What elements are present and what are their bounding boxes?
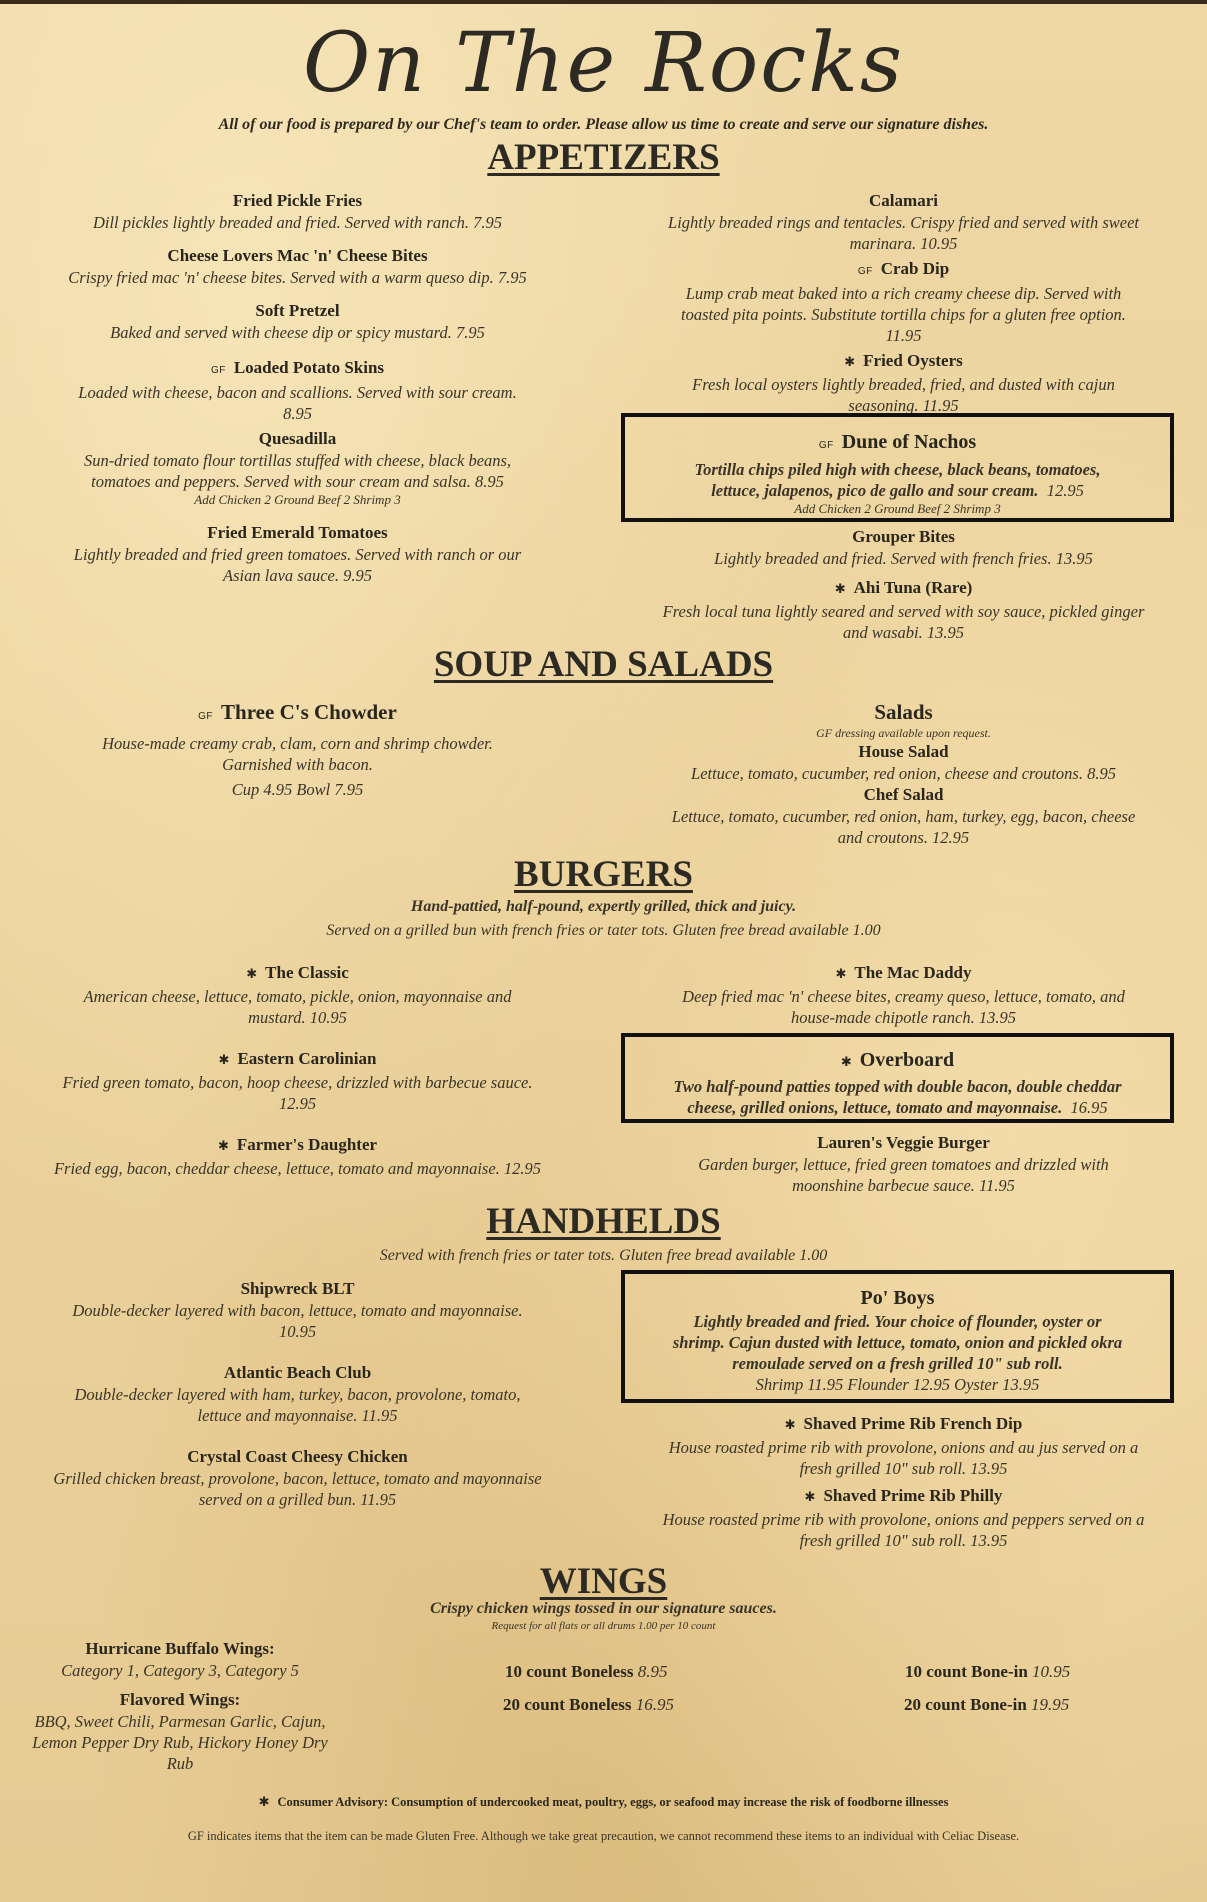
item-desc: Lemon Pepper Dry Rub, Hickory Honey Dry <box>32 1733 328 1752</box>
gluten-free-badge: GF <box>210 365 226 376</box>
item-desc: House roasted prime rib with provolone, onions and peppers served on a <box>662 1510 1145 1529</box>
menu-item <box>20 1048 575 1114</box>
featured-box-po-boys <box>621 1270 1174 1403</box>
item-name: ✱ Fried Oysters <box>844 351 963 370</box>
item-desc: lettuce and mayonnaise. 11.95 <box>197 1406 398 1425</box>
item-desc: Dill pickles lightly breaded and fried. Served with ranch. 7.95 <box>92 213 503 232</box>
item-desc: Category 1, Category 3, Category 5 <box>61 1661 299 1680</box>
wing-price-10-bone-in: 10 count Bone-in 10.95 <box>905 1662 1071 1681</box>
item-desc: marinara. 10.95 <box>849 234 958 253</box>
item-desc: Grilled chicken breast, provolone, bacon, lettuce, tomato and mayonnaise <box>53 1469 542 1488</box>
item-desc: Tortilla chips piled high with cheese, black beans, tomatoes, <box>694 460 1101 479</box>
item-name: ✱ Farmer's Daughter <box>217 1135 378 1154</box>
wing-price-20-bone-in: 20 count Bone-in 19.95 <box>904 1695 1070 1714</box>
item-desc: Fried egg, bacon, cheddar cheese, lettuce, tomato and mayonnaise. 12.95 <box>53 1159 542 1178</box>
menu-item <box>20 300 575 343</box>
item-price: 11.95 <box>885 326 922 345</box>
menu-item <box>620 1485 1187 1551</box>
section-title-wings: WINGS <box>539 1561 668 1602</box>
item-name: Salads <box>874 700 933 724</box>
menu-item <box>20 962 575 1028</box>
burgers-note: Served on a grilled bun with french fries or tater tots. Gluten free bread available 1.00 <box>326 922 881 939</box>
menu-item <box>20 1362 575 1426</box>
gluten-free-disclaimer: GF indicates items that the item can be made Gluten Free. Although we take great precaution, we cannot recommend these items to an individual with Celiac Disease. <box>187 1829 1020 1843</box>
asterisk-icon: ✱ <box>844 355 856 370</box>
item-desc: house-made chipotle ranch. 13.95 <box>791 1008 1016 1027</box>
item-desc: Double-decker layered with ham, turkey, bacon, provolone, tomato, <box>74 1385 521 1404</box>
asterisk-icon: ✱ <box>804 1490 816 1505</box>
item-desc: and croutons. 12.95 <box>837 828 970 847</box>
gluten-free-badge: GF <box>198 711 214 722</box>
item-name: House Salad <box>858 742 949 761</box>
item-addons: Add Chicken 2 Ground Beef 2 Shrimp 3 <box>194 492 401 507</box>
restaurant-title: On The Rocks <box>302 16 904 111</box>
item-desc: Rub <box>166 1754 194 1773</box>
item-name: GF Crab Dip <box>857 259 950 278</box>
item-desc: toasted pita points. Substitute tortilla chips for a gluten free option. <box>681 305 1126 324</box>
salads-column <box>620 698 1187 848</box>
item-desc: Baked and served with cheese dip or spicy mustard. 7.95 <box>110 323 485 342</box>
gluten-free-badge: GF <box>818 440 834 451</box>
featured-box-dune-of-nachos <box>621 413 1174 522</box>
item-desc: Lightly breaded rings and tentacles. Crispy fried and served with sweet <box>668 213 1139 232</box>
item-name: Quesadilla <box>258 429 337 448</box>
section-title-handhelds: HANDHELDS <box>486 1201 721 1242</box>
item-price: 16.95 <box>1070 1098 1108 1117</box>
item-name: Cheese Lovers Mac 'n' Cheese Bites <box>167 246 428 265</box>
item-desc: Deep fried mac 'n' cheese bites, creamy queso, lettuce, tomato, and <box>682 987 1125 1006</box>
item-desc: mustard. 10.95 <box>248 1008 347 1027</box>
item-price: 12.95 <box>1046 481 1084 500</box>
wing-price-20-boneless: 20 count Boneless 16.95 <box>503 1695 674 1714</box>
item-desc: Lightly breaded and fried. Your choice of flounder, oyster or <box>693 1312 1102 1331</box>
section-title-burgers: BURGERS <box>514 854 693 895</box>
wings-note: Request for all flats or all drums 1.00 per 10 count <box>491 1620 716 1632</box>
item-desc: fresh grilled 10" sub roll. 13.95 <box>799 1459 1008 1478</box>
wings-subtitle: Crispy chicken wings tossed in our signature sauces. <box>430 1600 777 1617</box>
item-name: Calamari <box>869 191 938 210</box>
item-name: Chef Salad <box>863 785 944 804</box>
burgers-left-column <box>20 962 575 1179</box>
asterisk-icon: ✱ <box>218 1053 230 1068</box>
menu-item <box>620 526 1187 569</box>
item-desc: cheese, grilled onions, lettuce, tomato and mayonnaise. 16.95 <box>687 1098 1108 1117</box>
appetizers-right-column-lower <box>620 526 1187 643</box>
item-desc: Garnished with bacon. <box>222 755 373 774</box>
item-name: ✱ Shaved Prime Rib French Dip <box>784 1414 1023 1433</box>
appetizers-right-column <box>620 190 1187 416</box>
appetizers-left-column <box>20 190 575 586</box>
item-name: ✱ The Classic <box>246 963 349 982</box>
handhelds-note: Served with french fries or tater tots. Gluten free bread available 1.00 <box>379 1247 828 1264</box>
item-desc: seasoning. 11.95 <box>848 396 959 415</box>
item-desc: Crispy fried mac 'n' cheese bites. Served with a warm queso dip. 7.95 <box>68 268 527 287</box>
item-desc: Loaded with cheese, bacon and scallions. Served with sour cream. <box>78 383 517 402</box>
item-name: Fried Emerald Tomatoes <box>207 523 388 542</box>
burgers-subtitle: Hand-pattied, half-pound, expertly grilled, thick and juicy. <box>410 898 797 915</box>
item-desc: 10.95 <box>278 1322 317 1341</box>
asterisk-icon: ✱ <box>834 582 846 597</box>
item-desc: lettuce, jalapenos, pico de gallo and sour cream. 12.95 <box>711 481 1084 500</box>
item-name: Flavored Wings: <box>119 1690 241 1709</box>
asterisk-icon: ✱ <box>217 1139 229 1154</box>
item-desc: Fresh local tuna lightly seared and served with soy sauce, pickled ginger <box>662 602 1145 621</box>
menu-item <box>620 258 1187 346</box>
menu-item <box>20 245 575 288</box>
menu-item <box>620 1132 1187 1196</box>
consumer-advisory: ✱ Consumer Advisory: Consumption of undercooked meat, poultry, eggs, or seafood may increase the risk of foodborne illnesses <box>258 1795 949 1810</box>
item-desc: and wasabi. 13.95 <box>842 623 964 642</box>
item-desc: shrimp. Cajun dusted with lettuce, tomato, onion and pickled okra <box>672 1333 1123 1352</box>
wing-price-10-boneless: 10 count Boneless 8.95 <box>505 1662 668 1681</box>
item-desc: fresh grilled 10" sub roll. 13.95 <box>799 1531 1008 1550</box>
salads-note: GF dressing available upon request. <box>816 726 991 740</box>
menu-item <box>620 577 1187 643</box>
section-title-soup-and-salads: SOUP AND SALADS <box>433 644 774 685</box>
item-name: Hurricane Buffalo Wings: <box>85 1639 275 1658</box>
item-name: Fried Pickle Fries <box>232 191 363 210</box>
item-desc: served on a grilled bun. 11.95 <box>198 1490 397 1509</box>
item-name: ✱ Shaved Prime Rib Philly <box>804 1486 1003 1505</box>
item-addons: Add Chicken 2 Ground Beef 2 Shrimp 3 <box>794 501 1001 516</box>
burgers-right-column <box>620 962 1187 1028</box>
asterisk-icon: ✱ <box>784 1418 796 1433</box>
item-name: Atlantic Beach Club <box>223 1363 372 1382</box>
item-desc: Asian lava sauce. 9.95 <box>223 566 372 585</box>
menu-item <box>620 190 1187 254</box>
item-desc: American cheese, lettuce, tomato, pickle, onion, mayonnaise and <box>83 987 512 1006</box>
item-name: ✱ Eastern Carolinian <box>218 1049 377 1068</box>
item-desc: House roasted prime rib with provolone, onions and au jus served on a <box>668 1438 1139 1457</box>
item-name: ✱ Overboard <box>840 1049 955 1071</box>
featured-box-overboard <box>621 1033 1174 1123</box>
item-desc: 12.95 <box>278 1094 317 1113</box>
item-desc: Fresh local oysters lightly breaded, fried, and dusted with cajun <box>692 375 1115 394</box>
menu-item <box>20 1446 575 1510</box>
item-name: Po' Boys <box>860 1287 935 1309</box>
asterisk-icon: ✱ <box>258 1795 270 1810</box>
item-desc: Garden burger, lettuce, fried green tomatoes and drizzled with <box>698 1155 1109 1174</box>
item-name: Grouper Bites <box>852 527 955 546</box>
item-name: Lauren's Veggie Burger <box>817 1133 990 1152</box>
item-desc: BBQ, Sweet Chili, Parmesan Garlic, Cajun, <box>34 1712 326 1731</box>
item-desc: House-made creamy crab, clam, corn and shrimp chowder. <box>102 734 493 753</box>
item-desc: Lightly breaded and fried. Served with french fries. 13.95 <box>714 549 1093 568</box>
item-desc: Double-decker layered with bacon, lettuce, tomato and mayonnaise. <box>72 1301 523 1320</box>
menu-item <box>20 428 575 508</box>
item-desc: Lump crab meat baked into a rich creamy cheese dip. Served with <box>685 284 1122 303</box>
menu-item <box>20 190 575 233</box>
item-desc: Fried green tomato, bacon, hoop cheese, drizzled with barbecue sauce. <box>62 1073 533 1092</box>
item-desc: Lettuce, tomato, cucumber, red onion, ham, turkey, egg, bacon, cheese <box>671 807 1136 826</box>
gluten-free-badge: GF <box>857 266 873 277</box>
item-desc: tomatoes and peppers. Served with sour cream and salsa. 8.95 <box>91 472 504 491</box>
item-name: GF Three C's Chowder <box>198 700 397 724</box>
item-name: GF Loaded Potato Skins <box>210 358 385 377</box>
menu-item <box>20 1134 575 1179</box>
wings-flavors-column <box>0 1638 360 1774</box>
item-name: Soft Pretzel <box>255 301 340 320</box>
item-name: Crystal Coast Cheesy Chicken <box>187 1447 408 1466</box>
handhelds-right-column <box>620 1413 1187 1551</box>
tagline: All of our food is prepared by our Chef's team to order. Please allow us time to create and serve our signature dishes. <box>218 116 989 133</box>
item-name: ✱ Ahi Tuna (Rare) <box>834 578 973 597</box>
item-desc: moonshine barbecue sauce. 11.95 <box>792 1176 1015 1195</box>
menu-item <box>20 522 575 586</box>
item-name: GF Dune of Nachos <box>818 431 977 453</box>
item-name: Shipwreck BLT <box>240 1279 355 1298</box>
burgers-right-column-lower <box>620 1132 1187 1196</box>
menu-item <box>20 1278 575 1342</box>
item-price: 8.95 <box>283 404 312 423</box>
item-desc: Lettuce, tomato, cucumber, red onion, cheese and croutons. 8.95 <box>691 764 1116 783</box>
item-name: ✱ The Mac Daddy <box>835 963 972 982</box>
asterisk-icon: ✱ <box>246 967 258 982</box>
item-prices: Shrimp 11.95 Flounder 12.95 Oyster 13.95 <box>755 1375 1040 1394</box>
menu-item <box>620 350 1187 416</box>
item-desc: remoulade served on a fresh grilled 10" sub roll. <box>732 1354 1063 1373</box>
handhelds-left-column <box>20 1278 575 1510</box>
menu-item <box>620 962 1187 1028</box>
asterisk-icon: ✱ <box>835 967 847 982</box>
item-desc: Lightly breaded and fried green tomatoes. Served with ranch or our <box>73 545 522 564</box>
section-title-appetizers: APPETIZERS <box>487 137 720 178</box>
chowder-column <box>20 698 575 800</box>
menu-item <box>620 1413 1187 1479</box>
menu-item <box>20 357 575 424</box>
item-desc: Two half-pound patties topped with double bacon, double cheddar <box>673 1077 1122 1096</box>
item-price: Cup 4.95 Bowl 7.95 <box>231 780 364 799</box>
asterisk-icon: ✱ <box>840 1055 852 1070</box>
item-desc: Sun-dried tomato flour tortillas stuffed with cheese, black beans, <box>83 451 512 470</box>
